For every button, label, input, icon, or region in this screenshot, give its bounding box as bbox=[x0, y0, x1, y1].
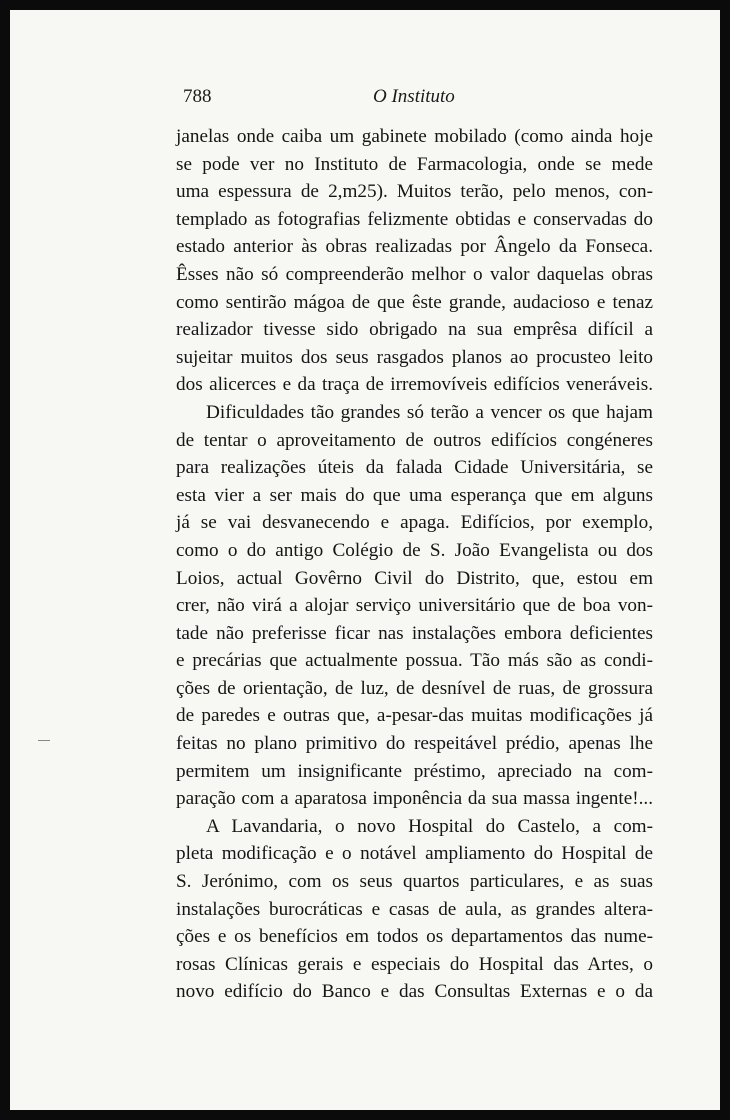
paragraph-first-line: A Lavandaria, o novo Hospital do Castelo, a com- bbox=[206, 815, 653, 837]
text-line: esta vier a ser mais do que uma esperança que em alguns bbox=[176, 484, 653, 506]
margin-mark bbox=[38, 740, 50, 741]
text-line: rosas Clínicas gerais e especiais do Hospital das Artes, o bbox=[176, 953, 653, 975]
text-line: templado as fotografias felizmente obtidas e conservadas do bbox=[176, 208, 653, 230]
text-line: e precárias que actualmente possua. Tão más são as condi- bbox=[176, 650, 653, 672]
running-title: O Instituto bbox=[373, 86, 455, 107]
text-line: permitem um insignificante préstimo, apreciado na com- bbox=[176, 760, 653, 782]
text-line: ções de orientação, de luz, de desnível de ruas, de grossura bbox=[176, 677, 653, 699]
text-line: se pode ver no Instituto de Farmacologia, onde se mede bbox=[176, 153, 653, 175]
text-line: para realizações úteis da falada Cidade Universitária, se bbox=[176, 457, 653, 479]
text-line: Êsses não só compreenderão melhor o valor daquelas obras bbox=[176, 263, 653, 285]
text-line: novo edifício do Banco e das Consultas Externas e o da bbox=[176, 981, 653, 1003]
paragraph-first-line: Dificuldades tão grandes só terão a vencer os que hajam bbox=[206, 401, 653, 423]
text-line: crer, não virá a alojar serviço universitário que de boa von- bbox=[176, 595, 653, 617]
text-line: sujeitar muitos dos seus rasgados planos ao procusteo leito bbox=[176, 346, 653, 368]
text-line: dos alicerces e da traça de irremovíveis edifícios veneráveis. bbox=[176, 374, 653, 396]
text-line: janelas onde caiba um gabinete mobilado (como ainda hoje bbox=[176, 126, 653, 147]
text-line: de tentar o aproveitamento de outros edifícios congéneres bbox=[176, 429, 653, 451]
text-line: estado anterior às obras realizadas por Ângelo da Fonseca. bbox=[176, 236, 653, 258]
text-line: como o do antigo Colégio de S. João Evangelista ou dos bbox=[176, 539, 653, 561]
page-number: 788 bbox=[183, 86, 212, 107]
text-line: uma espessura de 2,m25). Muitos terão, pelo menos, con- bbox=[176, 181, 653, 203]
text-line: paração com a aparatosa imponência da sua massa ingente!... bbox=[176, 788, 653, 810]
text-line: instalações burocráticas e casas de aula, as grandes altera- bbox=[176, 898, 653, 920]
page-header bbox=[183, 86, 663, 116]
text-line: como sentirão mágoa de que êste grande, audacioso e tenaz bbox=[176, 291, 653, 313]
text-line: feitas no plano primitivo do respeitável prédio, apenas lhe bbox=[176, 733, 653, 755]
text-line: realizador tivesse sido obrigado na sua emprêsa difícil a bbox=[176, 319, 653, 341]
text-line: S. Jerónimo, com os seus quartos particulares, e as suas bbox=[176, 871, 653, 893]
body-text bbox=[176, 123, 653, 1006]
text-line: ções e os benefícios em todos os departamentos das nume- bbox=[176, 926, 653, 948]
text-line: já se vai desvanecendo e apaga. Edifícios, por exemplo, bbox=[176, 512, 653, 534]
text-line: Loios, actual Govêrno Civil do Distrito, que, estou em bbox=[176, 567, 653, 589]
text-line: de paredes e outras que, a-pesar-das muitas modificações já bbox=[176, 705, 653, 727]
text-line: pleta modificação e o notável ampliamento do Hospital de bbox=[176, 843, 653, 865]
text-line: tade não preferisse ficar nas instalações embora deficientes bbox=[176, 622, 653, 644]
